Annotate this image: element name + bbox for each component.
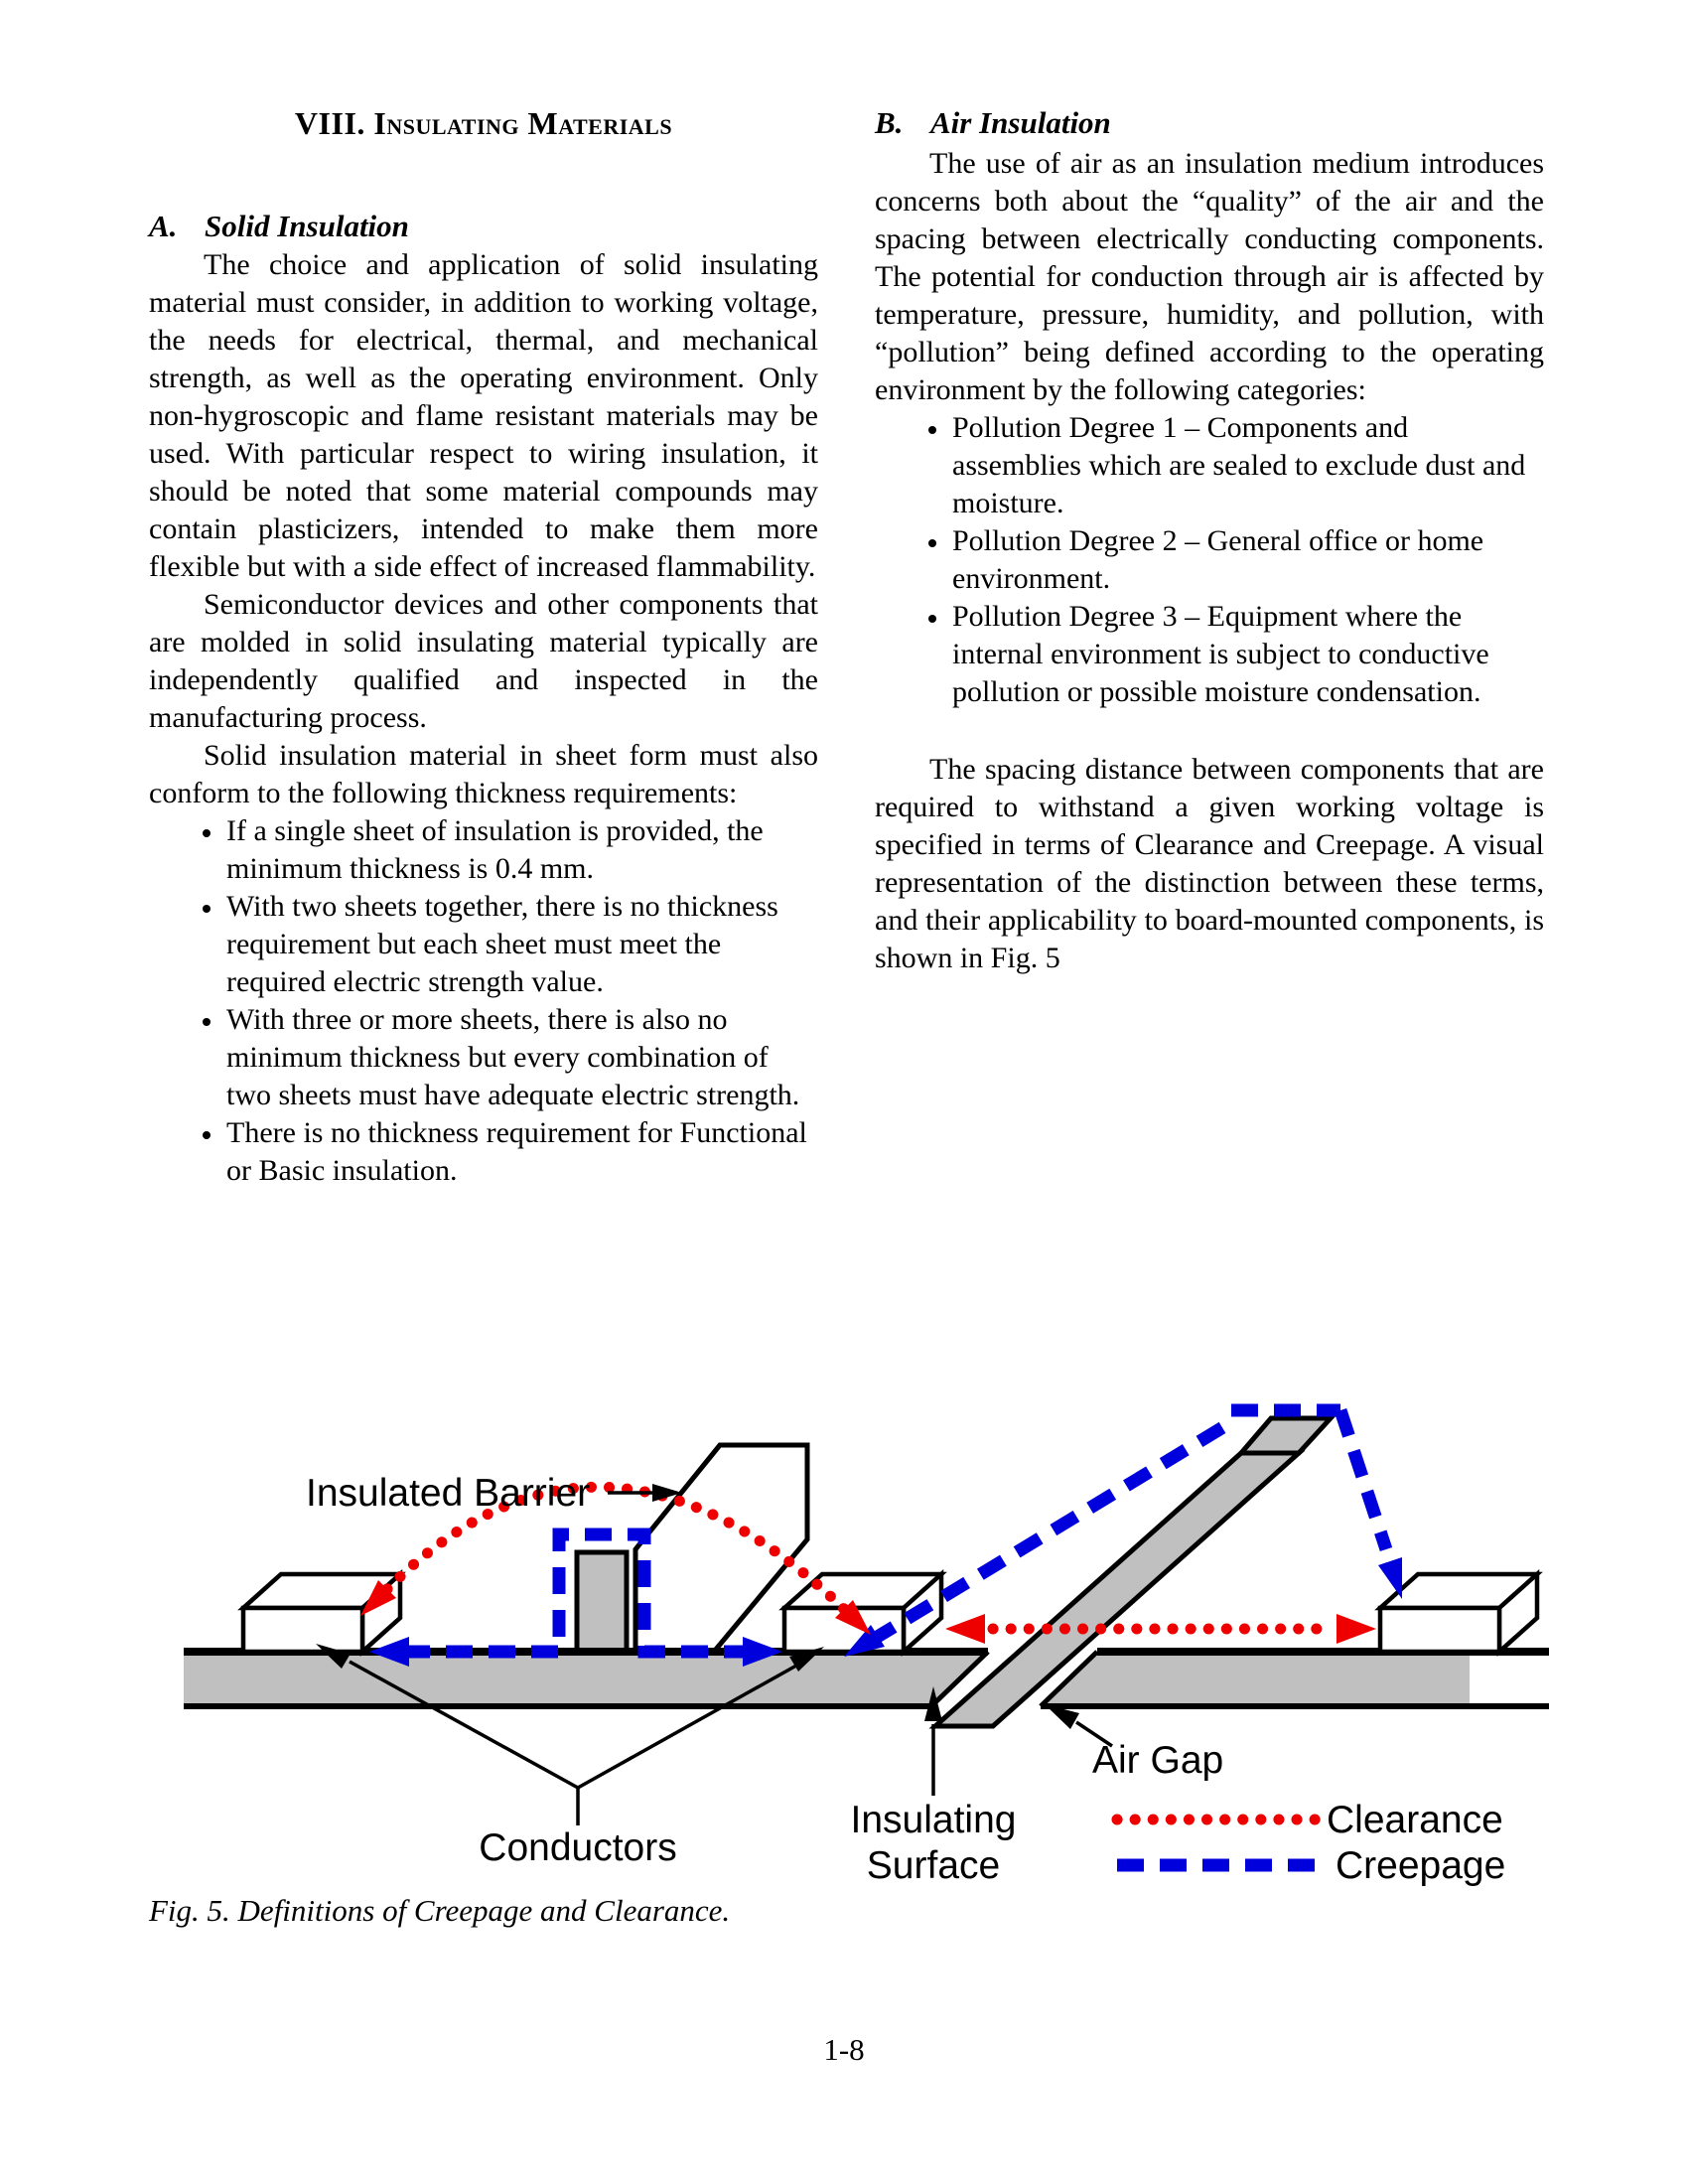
- thickness-requirements-list: [149, 812, 818, 1190]
- insulated-barrier-shape: [635, 1445, 807, 1652]
- subsection-b-title: Air Insulation: [930, 105, 1111, 140]
- creepage-clearance-diagram: [149, 1390, 1554, 1947]
- air-gap-label: Air Gap: [1092, 1739, 1224, 1782]
- list-item: • Pollution Degree 2 – General office or home environment.: [950, 522, 1544, 598]
- list-item: • If a single sheet of insulation is provided, the minimum thickness is 0.4 mm.: [224, 812, 818, 888]
- insulating-surface-label: Surface: [866, 1844, 1001, 1887]
- pollution-degree-list: [875, 409, 1544, 711]
- barrier-rib-shape: [577, 1552, 627, 1652]
- insulated-barrier-label: Insulated Barrier: [306, 1472, 591, 1515]
- figure-legend: [1117, 1799, 1505, 1887]
- subsection-b-heading: [875, 103, 1544, 143]
- list-item: • Pollution Degree 1 – Components and assemblies which are sealed to exclude dust and moisture.: [950, 409, 1544, 522]
- conductors-label: Conductors: [479, 1826, 677, 1869]
- paragraph: The choice and application of solid insulating material must consider, in addition to working voltage, the needs for electrical, thermal, and mechanical strength, as well as the operating environment. Only non-hygroscopic and flame resistant materials may be used. With particular respect to wiring insulation, it should be noted that some material compounds may contain plasticizers, intended to make them more flexible but with a side effect of increased flammability.: [149, 248, 818, 583]
- clearance-arrowhead-icon: [1336, 1614, 1376, 1644]
- page-number: 1-8: [823, 2032, 865, 2067]
- clearance-legend-label: Clearance: [1327, 1799, 1503, 1841]
- section-heading: VIII. Insulating Materials: [294, 105, 673, 141]
- paragraph: Solid insulation material in sheet form must also conform to the following thickness requirements:: [149, 739, 818, 809]
- figure-5-diagram: [149, 1390, 1554, 1947]
- list-item: • There is no thickness requirement for Functional or Basic insulation.: [224, 1114, 818, 1190]
- clearance-arrowhead-icon: [945, 1614, 985, 1644]
- conductor-right: [1380, 1574, 1537, 1652]
- list-item: • With two sheets together, there is no thickness requirement but each sheet must meet the required electric strength value.: [224, 888, 818, 1001]
- left-column: [149, 103, 818, 1190]
- figure-caption: Fig. 5. Definitions of Creepage and Clearance.: [149, 1893, 731, 1928]
- list-item: • Pollution Degree 3 – Equipment where the internal environment is subject to conductive pollution or possible moisture condensation.: [950, 598, 1544, 711]
- paragraph: Semiconductor devices and other components that are molded in solid insulating material typically are independently qualified and inspected in the manufacturing process.: [149, 588, 818, 734]
- subsection-a-title: Solid Insulation: [205, 209, 409, 243]
- right-column: [875, 103, 1544, 977]
- insulating-board-right: [1041, 1652, 1470, 1706]
- list-item: • With three or more sheets, there is also no minimum thickness but every combination of two sheets must have adequate electric strength.: [224, 1001, 818, 1114]
- subsection-a-heading: [149, 207, 818, 246]
- insulating-surface-label: Insulating: [850, 1799, 1017, 1841]
- subsection-a-label: A.: [149, 209, 178, 243]
- subsection-b-label: B.: [875, 105, 904, 140]
- air-gap-callout: [1045, 1704, 1223, 1782]
- paragraph: The spacing distance between components that are required to withstand a given working voltage is specified in terms of Clearance and Creepage. A visual representation of the distinction between these terms, and their applicability to board-mounted components, is shown in Fig. 5: [875, 753, 1544, 974]
- paragraph: The use of air as an insulation medium introduces concerns both about the “quality” of the air and the spacing between electrically conducting components. The potential for conduction through air is affected by temperature, pressure, humidity, and pollution, with “pollution” being defined according to the operating environment by the following categories:: [875, 147, 1544, 406]
- insulating-board-left: [184, 1652, 988, 1706]
- clearance-path-right: [945, 1614, 1376, 1644]
- creepage-arrowhead-icon: [1378, 1557, 1402, 1599]
- insulated-barrier-callout: [306, 1472, 682, 1515]
- creepage-legend-label: Creepage: [1336, 1844, 1506, 1887]
